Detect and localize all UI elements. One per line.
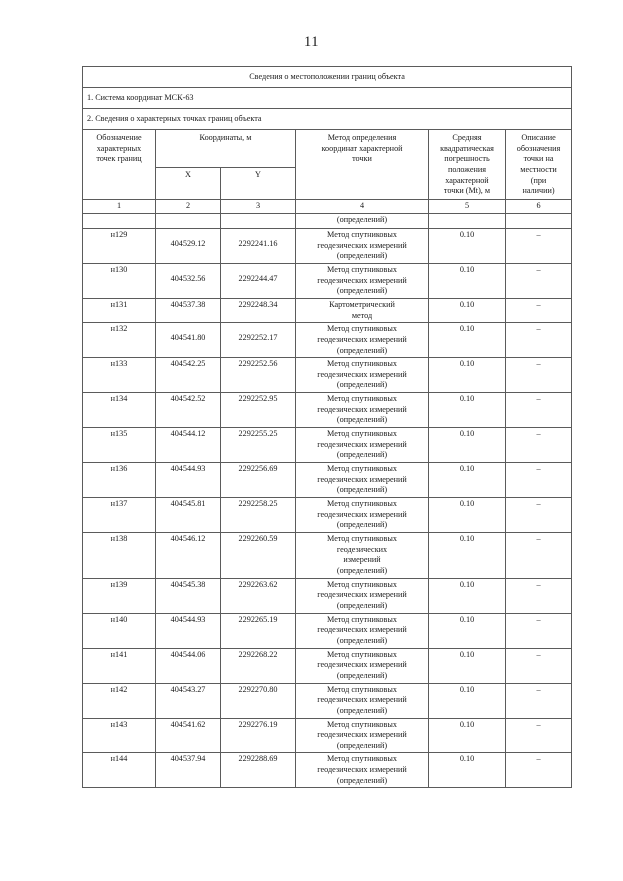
table-row-continuation bbox=[83, 213, 572, 228]
header-point-designation: Обозначение характерных точек границ bbox=[83, 130, 156, 200]
cell-description: – bbox=[506, 613, 572, 648]
cell-point-label: н129 bbox=[83, 228, 156, 263]
cell-point-label: н141 bbox=[83, 648, 156, 683]
cell-description: – bbox=[506, 428, 572, 463]
cell-mean-square-error: 0.10 bbox=[429, 263, 506, 298]
header-coordinate-y: Y bbox=[221, 168, 296, 200]
cell-method bbox=[296, 393, 429, 428]
cell-point-label: н142 bbox=[83, 683, 156, 718]
cell-mean-square-error: 0.10 bbox=[429, 428, 506, 463]
column-number: 3 bbox=[221, 199, 296, 213]
method-line: Метод спутниковых bbox=[327, 684, 397, 694]
method-line: Метод спутниковых bbox=[327, 429, 397, 439]
cell-point-label: н137 bbox=[83, 498, 156, 533]
cell-point-label: н133 bbox=[83, 358, 156, 393]
method-line: (определений) bbox=[336, 251, 388, 261]
method-line: (определений) bbox=[336, 705, 388, 715]
cell-point-label: н138 bbox=[83, 533, 156, 579]
method-line: геодезических измерений bbox=[317, 590, 407, 600]
header-coordinate-x: X bbox=[156, 168, 221, 200]
coordinate-system-row bbox=[83, 88, 572, 109]
cell-coordinate-x: 404544.12 bbox=[156, 428, 221, 463]
cell-mean-square-error: 0.10 bbox=[429, 298, 506, 322]
method-line: (определений) bbox=[336, 775, 388, 785]
cell-coordinate-y: 2292248.34 bbox=[221, 298, 296, 322]
method-line: (определений) bbox=[336, 740, 388, 750]
cell-mean-square-error bbox=[429, 213, 506, 228]
cell-coordinate-x: 404544.93 bbox=[156, 613, 221, 648]
table-row bbox=[83, 753, 572, 788]
method-line: геодезических измерений bbox=[317, 334, 407, 344]
method-line: Метод спутниковых bbox=[327, 324, 397, 334]
method-line: Метод спутниковых bbox=[327, 359, 397, 369]
cell-method bbox=[296, 753, 429, 788]
table-title: Сведения о местоположении границ объекта bbox=[83, 67, 572, 88]
cell-method: (определений) bbox=[296, 213, 429, 228]
cell-method bbox=[296, 533, 429, 579]
method-line: (определений) bbox=[336, 670, 388, 680]
table-row bbox=[83, 613, 572, 648]
method-line: (определений) bbox=[336, 450, 388, 460]
cell-coordinate-x bbox=[156, 213, 221, 228]
cell-description: – bbox=[506, 228, 572, 263]
cell-method bbox=[296, 358, 429, 393]
cell-description: – bbox=[506, 298, 572, 322]
cell-coordinate-y: 2292256.69 bbox=[221, 463, 296, 498]
cell-coordinate-x: 404541.80 bbox=[156, 323, 221, 358]
method-line: геодезических измерений bbox=[317, 275, 407, 285]
cell-coordinate-x: 404543.27 bbox=[156, 683, 221, 718]
cell-coordinate-y: 2292252.17 bbox=[221, 323, 296, 358]
cell-mean-square-error: 0.10 bbox=[429, 533, 506, 579]
cell-method bbox=[296, 578, 429, 613]
table-row bbox=[83, 228, 572, 263]
cell-mean-square-error: 0.10 bbox=[429, 683, 506, 718]
cell-coordinate-y: 2292252.95 bbox=[221, 393, 296, 428]
method-line: (определений) bbox=[336, 380, 388, 390]
method-line: геодезических измерений bbox=[317, 404, 407, 414]
cell-coordinate-y: 2292265.19 bbox=[221, 613, 296, 648]
method-line: (определений) bbox=[336, 345, 388, 355]
method-line: Метод спутниковых bbox=[327, 264, 397, 274]
table-row bbox=[83, 358, 572, 393]
cell-point-label: н144 bbox=[83, 753, 156, 788]
cell-mean-square-error: 0.10 bbox=[429, 323, 506, 358]
cell-description: – bbox=[506, 323, 572, 358]
method-line: геодезических измерений bbox=[317, 695, 407, 705]
cell-coordinate-x: 404545.38 bbox=[156, 578, 221, 613]
method-line: Метод спутниковых bbox=[327, 579, 397, 589]
method-line: (определений) bbox=[336, 600, 388, 610]
table-body bbox=[83, 228, 572, 788]
cell-method bbox=[296, 498, 429, 533]
method-line: Метод спутниковых bbox=[327, 394, 397, 404]
table-row bbox=[83, 683, 572, 718]
method-line: (определений) bbox=[336, 520, 388, 530]
cell-mean-square-error: 0.10 bbox=[429, 228, 506, 263]
column-number: 2 bbox=[156, 199, 221, 213]
method-line: Метод спутниковых bbox=[327, 649, 397, 659]
table-row bbox=[83, 533, 572, 579]
cell-coordinate-y: 2292258.25 bbox=[221, 498, 296, 533]
method-line: Метод спутниковых bbox=[327, 719, 397, 729]
cell-mean-square-error: 0.10 bbox=[429, 358, 506, 393]
cell-point-label: н131 bbox=[83, 298, 156, 322]
column-number-row bbox=[83, 199, 572, 213]
cell-coordinate-y: 2292241.16 bbox=[221, 228, 296, 263]
method-line: геодезических измерений bbox=[317, 474, 407, 484]
cell-method bbox=[296, 463, 429, 498]
cell-point-label: н132 bbox=[83, 323, 156, 358]
cell-description: – bbox=[506, 683, 572, 718]
column-number: 6 bbox=[506, 199, 572, 213]
cell-description: – bbox=[506, 718, 572, 753]
method-line: Метод спутниковых bbox=[327, 614, 397, 624]
cell-description: – bbox=[506, 498, 572, 533]
cell-coordinate-x: 404541.62 bbox=[156, 718, 221, 753]
cell-coordinate-y: 2292288.69 bbox=[221, 753, 296, 788]
cell-method bbox=[296, 718, 429, 753]
cell-description: – bbox=[506, 648, 572, 683]
column-number: 4 bbox=[296, 199, 429, 213]
cell-method bbox=[296, 648, 429, 683]
cell-coordinate-x: 404532.56 bbox=[156, 263, 221, 298]
cell-coordinate-y: 2292270.80 bbox=[221, 683, 296, 718]
table-row bbox=[83, 263, 572, 298]
column-number: 1 bbox=[83, 199, 156, 213]
cell-mean-square-error: 0.10 bbox=[429, 648, 506, 683]
cell-point-label: н134 bbox=[83, 393, 156, 428]
cell-method bbox=[296, 298, 429, 322]
method-line: (определений) bbox=[336, 485, 388, 495]
method-line: (определений) bbox=[336, 635, 388, 645]
cell-coordinate-x: 404544.06 bbox=[156, 648, 221, 683]
table-row bbox=[83, 463, 572, 498]
method-line: Картометрический bbox=[329, 299, 395, 309]
cell-mean-square-error: 0.10 bbox=[429, 463, 506, 498]
method-line: Метод спутниковых bbox=[327, 464, 397, 474]
cell-point-label: н136 bbox=[83, 463, 156, 498]
cell-coordinate-x: 404546.12 bbox=[156, 533, 221, 579]
method-line: геодезических измерений bbox=[317, 625, 407, 635]
cell-description: – bbox=[506, 533, 572, 579]
boundary-points-table bbox=[82, 66, 572, 788]
method-line: геодезических bbox=[336, 544, 388, 554]
method-line: (определений) bbox=[336, 565, 388, 575]
cell-coordinate-y: 2292268.22 bbox=[221, 648, 296, 683]
cell-coordinate-y: 2292255.25 bbox=[221, 428, 296, 463]
cell-coordinate-y bbox=[221, 213, 296, 228]
method-line: (определений) bbox=[336, 415, 388, 425]
cell-coordinate-x: 404537.38 bbox=[156, 298, 221, 322]
cell-coordinate-x: 404545.81 bbox=[156, 498, 221, 533]
cell-point-label: н143 bbox=[83, 718, 156, 753]
method-line: геодезических измерений bbox=[317, 439, 407, 449]
method-line: измерений bbox=[343, 555, 381, 565]
cell-point-label: н130 bbox=[83, 263, 156, 298]
cell-mean-square-error: 0.10 bbox=[429, 578, 506, 613]
cell-coordinate-y: 2292260.59 bbox=[221, 533, 296, 579]
cell-method bbox=[296, 263, 429, 298]
header-mean-square-error: Средняя квадратическая погрешность положения характерной точки (Мt), м bbox=[429, 130, 506, 200]
table-row bbox=[83, 578, 572, 613]
cell-method bbox=[296, 683, 429, 718]
cell-description: – bbox=[506, 463, 572, 498]
cell-coordinate-x: 404529.12 bbox=[156, 228, 221, 263]
cell-coordinate-x: 404542.52 bbox=[156, 393, 221, 428]
cell-point-label: н139 bbox=[83, 578, 156, 613]
cell-method bbox=[296, 428, 429, 463]
cell-mean-square-error: 0.10 bbox=[429, 718, 506, 753]
method-line: Метод спутниковых bbox=[327, 534, 397, 543]
cell-point-label bbox=[83, 213, 156, 228]
cell-coordinate-x: 404542.25 bbox=[156, 358, 221, 393]
table-title-row bbox=[83, 67, 572, 88]
cell-mean-square-error: 0.10 bbox=[429, 498, 506, 533]
cell-coordinate-y: 2292276.19 bbox=[221, 718, 296, 753]
method-line: геодезических измерений bbox=[317, 730, 407, 740]
header-row-main bbox=[83, 130, 572, 168]
cell-point-label: н140 bbox=[83, 613, 156, 648]
cell-method bbox=[296, 228, 429, 263]
method-line: Метод спутниковых bbox=[327, 754, 397, 764]
table-row bbox=[83, 648, 572, 683]
table-row bbox=[83, 298, 572, 322]
cell-point-label: н135 bbox=[83, 428, 156, 463]
cell-coordinate-y: 2292244.47 bbox=[221, 263, 296, 298]
method-line: геодезических измерений bbox=[317, 240, 407, 250]
cell-description: – bbox=[506, 358, 572, 393]
method-line: геодезических измерений bbox=[317, 369, 407, 379]
coordinate-system-label: 1. Система координат МСК-63 bbox=[83, 88, 572, 109]
table-row bbox=[83, 393, 572, 428]
method-line: метод bbox=[351, 310, 373, 320]
method-line: геодезических измерений bbox=[317, 660, 407, 670]
cell-description: – bbox=[506, 393, 572, 428]
cell-description bbox=[506, 213, 572, 228]
cell-coordinate-x: 404544.93 bbox=[156, 463, 221, 498]
cell-mean-square-error: 0.10 bbox=[429, 393, 506, 428]
cell-description: – bbox=[506, 263, 572, 298]
page-number: 11 bbox=[304, 34, 319, 50]
method-line: геодезических измерений bbox=[317, 765, 407, 775]
cell-description: – bbox=[506, 578, 572, 613]
method-line: Метод спутниковых bbox=[327, 229, 397, 239]
cell-coordinate-x: 404537.94 bbox=[156, 753, 221, 788]
header-method: Метод определения координат характерной точки bbox=[296, 130, 429, 200]
cell-mean-square-error: 0.10 bbox=[429, 613, 506, 648]
table-row bbox=[83, 428, 572, 463]
method-line: Метод спутниковых bbox=[327, 499, 397, 509]
table-row bbox=[83, 718, 572, 753]
method-line: (определений) bbox=[336, 286, 388, 296]
header-coordinates-group: Координаты, м bbox=[156, 130, 296, 168]
cell-method bbox=[296, 323, 429, 358]
cell-description: – bbox=[506, 753, 572, 788]
points-section-label: 2. Сведения о характерных точках границ объекта bbox=[83, 109, 572, 130]
table-row bbox=[83, 323, 572, 358]
points-section-row bbox=[83, 109, 572, 130]
header-description: Описание обозначения точки на местности (при наличии) bbox=[506, 130, 572, 200]
method-line: геодезических измерений bbox=[317, 509, 407, 519]
cell-mean-square-error: 0.10 bbox=[429, 753, 506, 788]
cell-method bbox=[296, 613, 429, 648]
table-row bbox=[83, 498, 572, 533]
cell-coordinate-y: 2292252.56 bbox=[221, 358, 296, 393]
cell-coordinate-y: 2292263.62 bbox=[221, 578, 296, 613]
column-number: 5 bbox=[429, 199, 506, 213]
